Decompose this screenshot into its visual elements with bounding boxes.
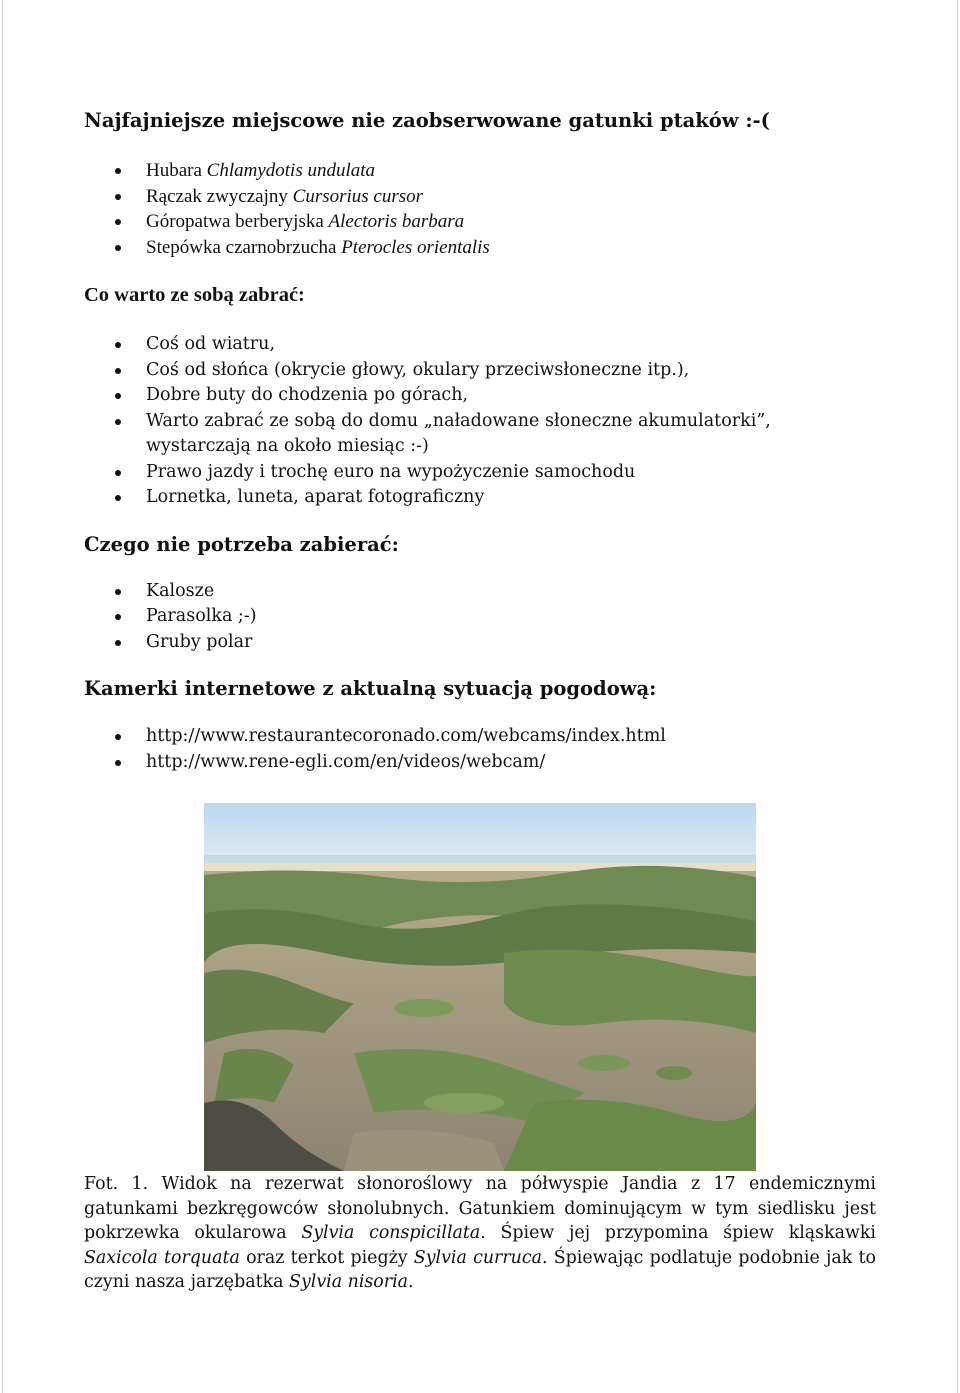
section-heading-not-needed: Czego nie potrzeba zabierać: — [84, 532, 399, 556]
section-heading-webcams: Kamerki internetowe z aktualną sytuacją pogodową: — [84, 677, 657, 700]
bullet-icon — [115, 368, 121, 374]
list-item — [84, 724, 876, 750]
bullet-icon — [115, 393, 121, 399]
bullet-icon — [115, 495, 121, 501]
bullet-icon — [115, 245, 121, 251]
webcam-list — [84, 724, 876, 775]
bullet-icon — [115, 168, 121, 174]
webcam-link[interactable]: http://www.rene-egli.com/en/videos/webcam/ — [146, 751, 546, 772]
list-item: Warto zabrać ze sobą do domu „naładowane słoneczne akumulatorki”, — [84, 409, 876, 435]
bird-list — [84, 158, 876, 260]
page-border-right — [957, 0, 958, 1393]
photo-caption: Fot. 1. Widok na rezerwat słonoroślowy na półwyspie Jandia z 17 endemicznymi gatunkami bezkręgowców słonolubnych. Gatunkiem dominującym w tym siedlisku jest pokrzewka okularowa Sylvia conspicillata. Śpiew jej przypomina śpiew kląskawki Saxicola torquata oraz terkot piegży Sylvia curruca. Śpiewając podlatuje podobnie jak to czyni nasza jarzębatka Sylvia nisoria. — [84, 1174, 876, 1293]
bullet-icon — [115, 419, 121, 425]
list-item — [84, 750, 876, 776]
bullet-icon — [115, 734, 121, 740]
list-item-continuation: wystarczają na około miesiąc :-) — [146, 436, 429, 456]
not-needed-list — [84, 579, 876, 656]
bullet-icon — [115, 640, 121, 646]
list-item: Prawo jazdy i trochę euro na wypożyczenie samochodu — [84, 460, 876, 486]
page-border-left — [2, 0, 3, 1393]
list-item: Coś od słońca (okrycie głowy, okulary przeciwsłoneczne itp.), — [84, 358, 876, 384]
webcam-link[interactable]: http://www.restaurantecoronado.com/webcams/index.html — [146, 726, 666, 746]
bullet-icon — [115, 589, 121, 595]
list-item: Stepówka czarnobrzucha Pterocles orientalis — [84, 235, 876, 261]
bullet-icon — [115, 194, 121, 200]
bullet-icon — [115, 760, 121, 766]
list-item: Góropatwa berberyjska Alectoris barbara — [84, 209, 876, 235]
list-item: Lornetka, luneta, aparat fotograficzny — [84, 485, 876, 511]
list-item: Dobre buty do chodzenia po górach, — [84, 383, 876, 409]
list-item: Parasolka ;-) — [84, 604, 876, 630]
bullet-icon — [115, 470, 121, 476]
list-item: Hubara Chlamydotis undulata — [84, 158, 876, 184]
bullet-icon — [115, 614, 121, 620]
bullet-icon — [115, 219, 121, 225]
list-item: Rączak zwyczajny Cursorius cursor — [84, 184, 876, 210]
list-item: Kalosze — [84, 579, 876, 605]
list-item: Gruby polar — [84, 630, 876, 656]
document-body — [84, 108, 876, 775]
landscape-photo — [204, 803, 756, 1171]
pack-list — [84, 332, 876, 511]
list-item: Coś od wiatru, — [84, 332, 876, 358]
section-heading-birds: Najfajniejsze miejscowe nie zaobserwowane gatunki ptaków :-( — [84, 109, 770, 132]
section-heading-pack: Co warto ze sobą zabrać: — [84, 284, 305, 306]
bullet-icon — [115, 342, 121, 348]
